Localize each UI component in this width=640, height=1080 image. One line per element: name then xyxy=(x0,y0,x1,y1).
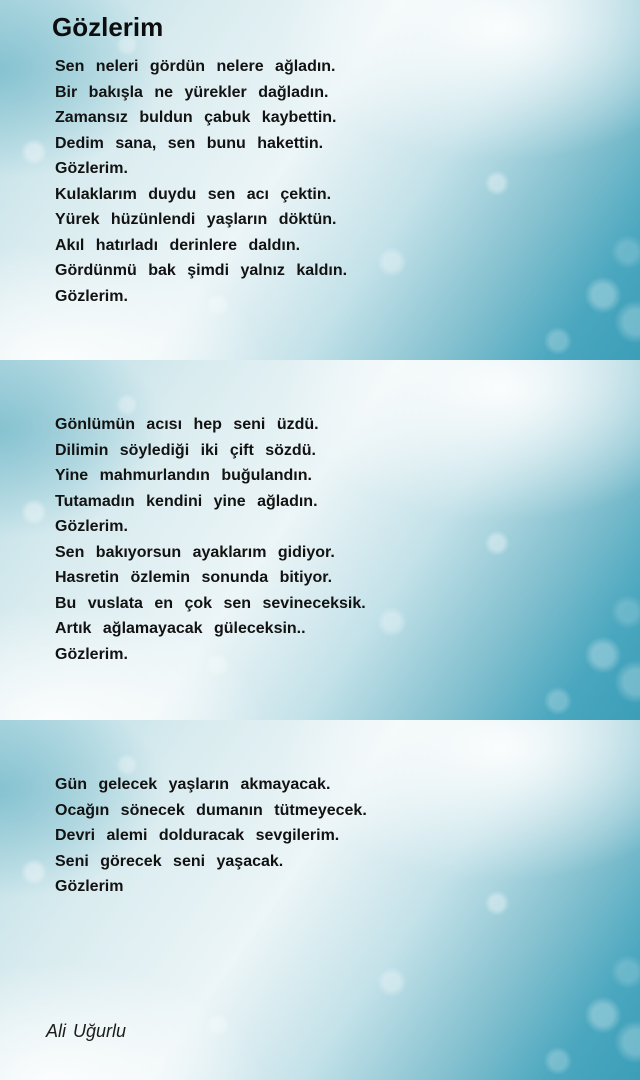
poem-line: Dilimin söylediği iki çift sözdü. xyxy=(55,441,316,459)
author-signature: Ali Uğurlu xyxy=(46,1021,127,1041)
poem-line: Gördünmü bak şimdi yalnız kaldın. xyxy=(55,262,348,279)
poem-title: Gözlerim xyxy=(52,12,164,42)
poem-line: Devri alemi dolduracak sevgilerim. xyxy=(55,827,340,844)
poem-line: Bir bakışla ne yürekler dağladın. xyxy=(55,83,329,101)
poem-line: Zamansız buldun çabuk kaybettin. xyxy=(55,109,337,126)
poem-line: Gözlerim. xyxy=(55,160,128,177)
background-panel-top xyxy=(0,0,640,360)
poem-line: Tutamadın kendini yine ağladın. xyxy=(55,492,318,510)
poem-line: Gözlerim. xyxy=(55,287,128,305)
poem-line: Gözlerim xyxy=(55,878,124,895)
poem-line: Gözlerim. xyxy=(55,518,128,535)
poem-line: Seni görecek seni yaşacak. xyxy=(55,852,284,870)
stanza-3 xyxy=(55,772,367,900)
poem-line: Hasretin özlemin sonunda bitiyor. xyxy=(55,569,333,586)
poem-line: Akıl hatırladı derinlere daldın. xyxy=(55,236,301,254)
poem-line: Artık ağlamayacak güleceksin.. xyxy=(55,620,306,637)
stanza-1 xyxy=(55,54,347,309)
poem-line: Yine mahmurlandın buğulandın. xyxy=(55,467,312,484)
poem-line: Bu vuslata en çok sen sevineceksik. xyxy=(55,594,366,612)
background-panel-middle xyxy=(0,360,640,720)
poem-line: Gün gelecek yaşların akmayacak. xyxy=(55,776,331,793)
background-panel-bottom xyxy=(0,720,640,1080)
poem-line: Sen bakıyorsun ayaklarım gidiyor. xyxy=(55,543,335,561)
poem-line: Kulaklarım duydu sen acı çektin. xyxy=(55,185,332,203)
poem-line: Sen neleri gördün nelere ağladın. xyxy=(55,58,336,75)
poem-line: Gözlerim. xyxy=(55,645,128,663)
poem-line: Ocağın sönecek dumanın tütmeyecek. xyxy=(55,801,367,819)
stanza-2 xyxy=(55,412,366,667)
poem-line: Gönlümün acısı hep seni üzdü. xyxy=(55,416,319,433)
poem-line: Dedim sana, sen bunu hakettin. xyxy=(55,134,324,152)
poem-line: Yürek hüzünlendi yaşların döktün. xyxy=(55,211,337,228)
